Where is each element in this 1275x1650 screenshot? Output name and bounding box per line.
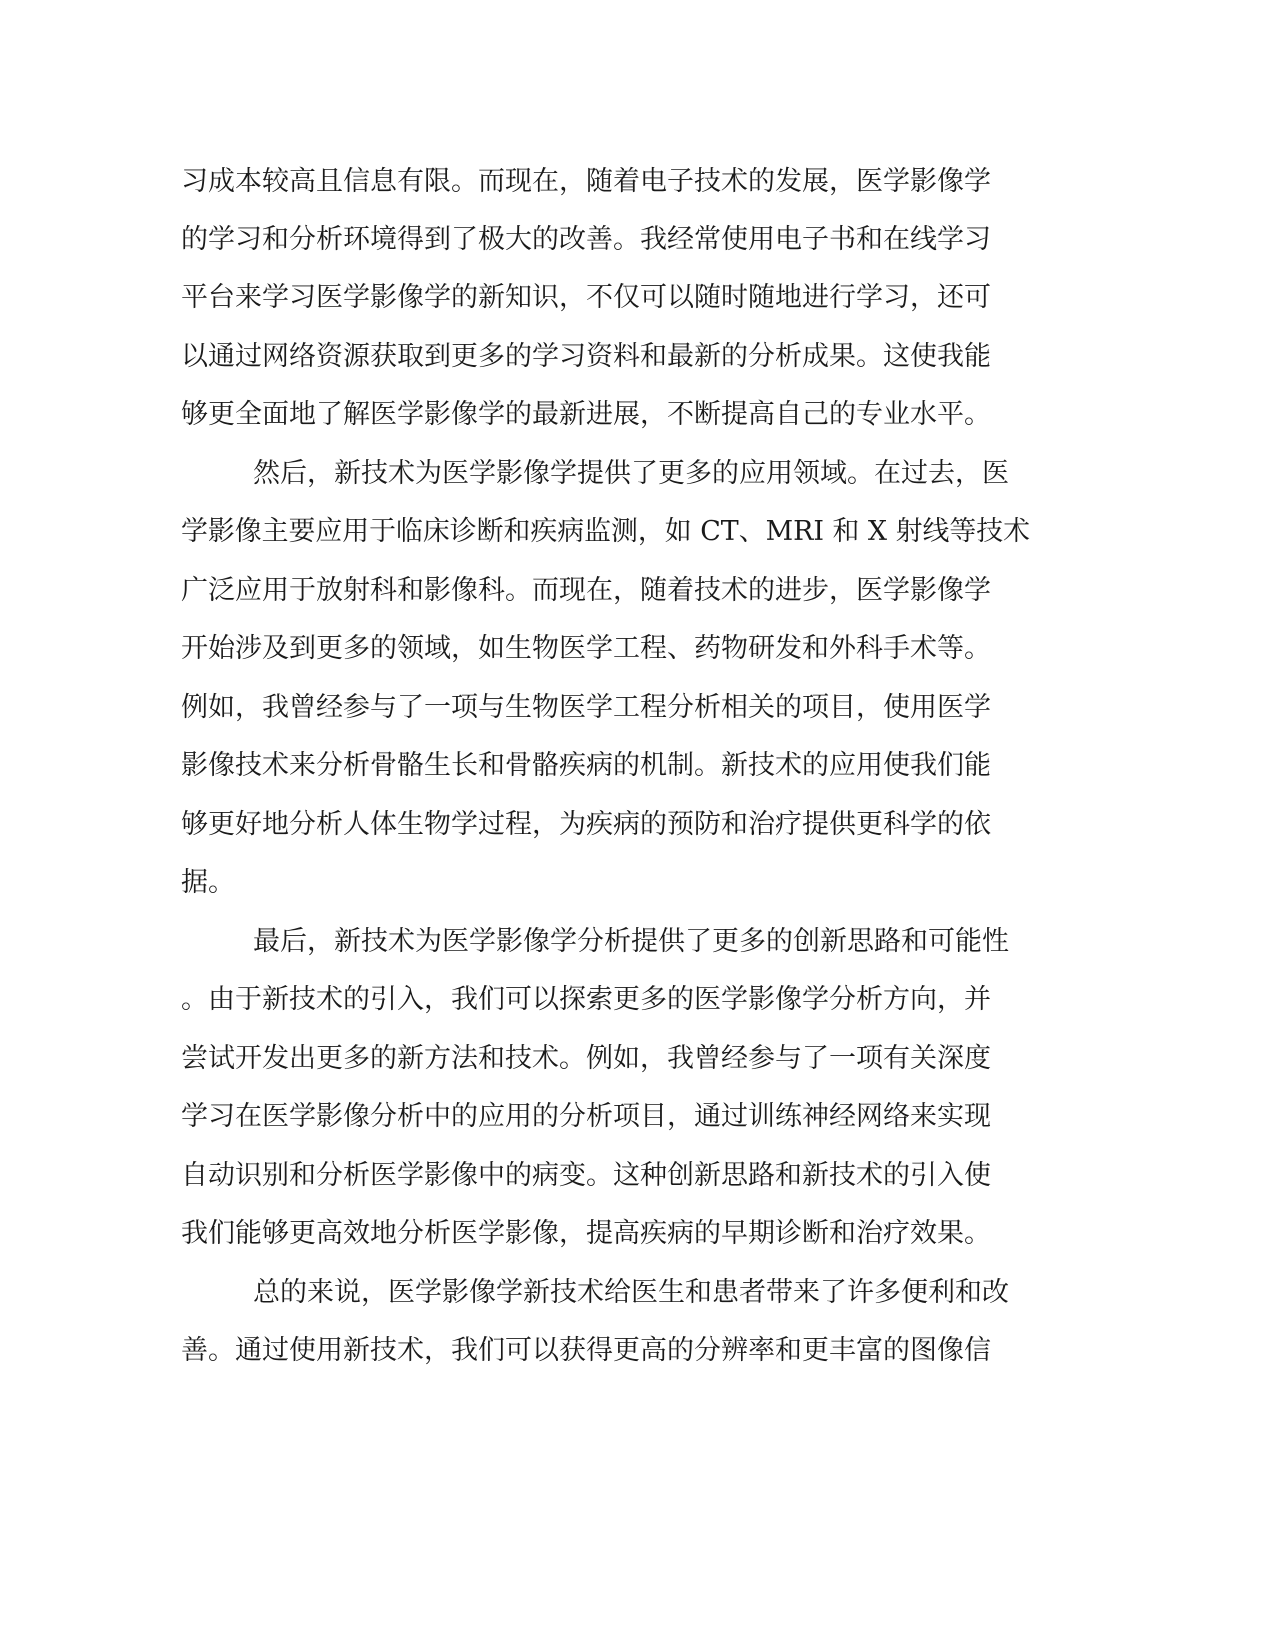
line-text: 总的来说，医学影像学新技术给医生和患者带来了许多便利和改 xyxy=(253,1277,1009,1308)
text-line xyxy=(0,571,1275,611)
line-text: 然后，新技术为医学影像学提供了更多的应用领域。在过去，医 xyxy=(253,458,1009,489)
line-text: 影像技术来分析骨骼生长和骨骼疾病的机制。新技术的应用使我们能 xyxy=(181,750,991,781)
line-text: 自动识别和分析医学影像中的病变。这种创新思路和新技术的引入使 xyxy=(181,1160,991,1191)
line-text: 善。通过使用新技术，我们可以获得更高的分辨率和更丰富的图像信 xyxy=(181,1335,991,1366)
text-line xyxy=(0,746,1275,786)
line-text: 。由于新技术的引入，我们可以探索更多的医学影像学分析方向，并 xyxy=(181,984,991,1015)
text-line xyxy=(0,629,1275,669)
line-text: 够更好地分析人体生物学过程，为疾病的预防和治疗提供更科学的依 xyxy=(181,809,991,840)
line-text: 以通过网络资源获取到更多的学习资料和最新的分析成果。这使我能 xyxy=(181,341,991,372)
line-text: 开始涉及到更多的领域，如生物医学工程、药物研发和外科手术等。 xyxy=(181,633,991,664)
text-line xyxy=(0,512,1275,552)
text-line xyxy=(0,1039,1275,1079)
text-line xyxy=(0,395,1275,435)
text-line xyxy=(0,922,1275,962)
text-line xyxy=(0,1331,1275,1371)
text-line xyxy=(0,805,1275,845)
line-text: 最后，新技术为医学影像学分析提供了更多的创新思路和可能性 xyxy=(253,926,1009,957)
text-line xyxy=(0,162,1275,202)
text-line xyxy=(0,1214,1275,1254)
text-line xyxy=(0,688,1275,728)
text-line xyxy=(0,337,1275,377)
line-text: 尝试开发出更多的新方法和技术。例如，我曾经参与了一项有关深度 xyxy=(181,1043,991,1074)
text-line xyxy=(0,278,1275,318)
line-text: 平台来学习医学影像学的新知识，不仅可以随时随地进行学习，还可 xyxy=(181,282,991,313)
line-text: 广泛应用于放射科和影像科。而现在，随着技术的进步，医学影像学 xyxy=(181,575,991,606)
line-text: 我们能够更高效地分析医学影像，提高疾病的早期诊断和治疗效果。 xyxy=(181,1218,991,1249)
line-text: 习成本较高且信息有限。而现在，随着电子技术的发展，医学影像学 xyxy=(181,166,991,197)
line-text: 学习在医学影像分析中的应用的分析项目，通过训练神经网络来实现 xyxy=(181,1101,991,1132)
text-line xyxy=(0,1097,1275,1137)
text-line xyxy=(0,220,1275,260)
line-text: 的学习和分析环境得到了极大的改善。我经常使用电子书和在线学习 xyxy=(181,224,991,255)
line-text: 够更全面地了解医学影像学的最新进展，不断提高自己的专业水平。 xyxy=(181,399,991,430)
text-line xyxy=(0,980,1275,1020)
line-text: 据。 xyxy=(181,867,235,898)
line-text: 学影像主要应用于临床诊断和疾病监测，如 CT、MRI 和 X 射线等技术 xyxy=(181,516,1030,547)
text-line xyxy=(0,1156,1275,1196)
text-line xyxy=(0,1273,1275,1313)
text-line xyxy=(0,454,1275,494)
line-text: 例如，我曾经参与了一项与生物医学工程分析相关的项目，使用医学 xyxy=(181,692,991,723)
text-line xyxy=(0,863,1275,903)
